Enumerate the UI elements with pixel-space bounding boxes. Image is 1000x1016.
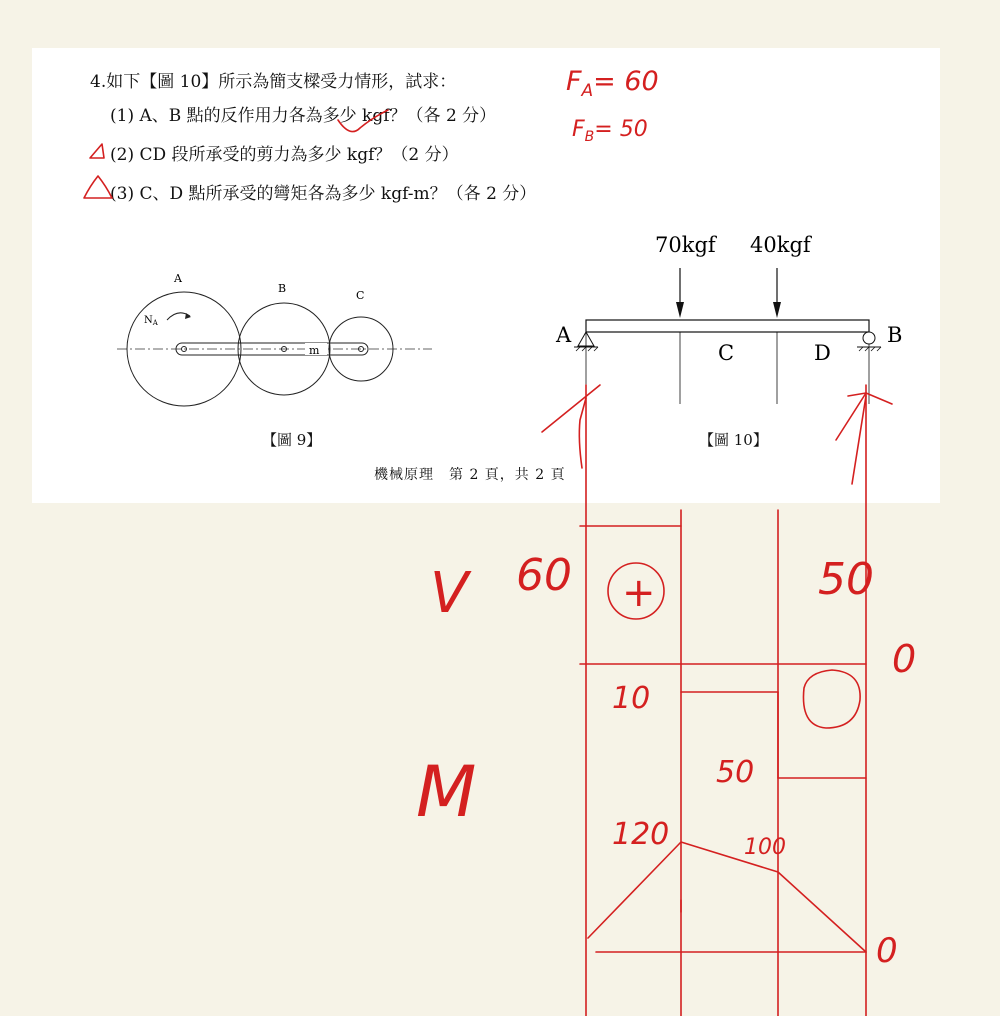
moment-c-value: 120	[612, 817, 670, 852]
shear-db-value: 50	[716, 755, 755, 790]
figure-10-caption: 【圖 10】	[699, 431, 768, 449]
shear-right-value: 50	[818, 554, 874, 605]
load-40-label: 40kgf	[750, 233, 811, 257]
moment-curve	[588, 842, 866, 952]
shear-zero: 0	[892, 637, 917, 681]
moment-d-value: 100	[744, 835, 786, 860]
moment-zero: 0	[876, 931, 898, 971]
gear-b-label: B	[278, 282, 287, 295]
arm-m-label: m	[309, 344, 320, 357]
question-title: 4.如下【圖 10】所示為簡支樑受力情形，試求：	[90, 72, 457, 92]
gear-a-label: A	[174, 272, 182, 285]
shear-label: V	[430, 561, 469, 626]
moment-label: M	[416, 751, 477, 833]
point-d-label: D	[814, 341, 831, 365]
question-part-1: (1) A、B 點的反作用力各為多少 kgf？（各 2 分）	[110, 106, 497, 126]
triangle-mark-2	[90, 144, 104, 158]
load-70-label: 70kgf	[655, 233, 716, 257]
page-footer: 機械原理 第 2 頁，共 2 頁	[374, 467, 566, 483]
shear-positive-sign: +	[622, 570, 656, 616]
na-label: $N_A$	[144, 315, 158, 327]
question-part-2: (2) CD 段所承受的剪力為多少 kgf？（2 分）	[110, 145, 459, 165]
question-part-3: (3) C、D 點所承受的彎矩各為多少 kgf-m？（各 2 分）	[110, 184, 537, 204]
point-b-label: B	[887, 323, 903, 347]
figure-9-caption: 【圖 9】	[262, 431, 322, 449]
triangle-mark-3	[84, 176, 112, 198]
fa-annotation: $F_A= 60$	[566, 66, 659, 101]
fb-annotation: $F_B= 50$	[572, 117, 648, 145]
point-c-label: C	[718, 341, 735, 365]
shear-cd-value: 10	[612, 681, 651, 716]
check-mark	[338, 110, 388, 132]
gear-c-label: C	[356, 289, 365, 302]
point-a-label: A	[556, 323, 572, 347]
shear-left-value: 60	[516, 550, 572, 601]
